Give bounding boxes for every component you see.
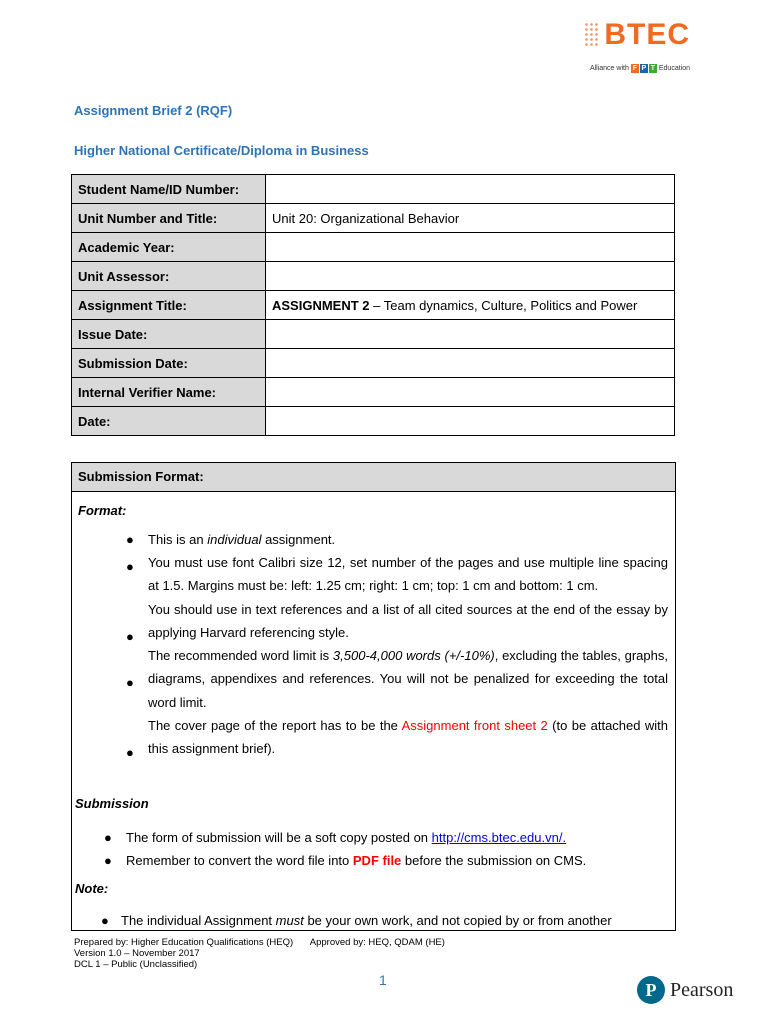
table-row [72, 233, 675, 262]
row-label: Unit Assessor: [72, 262, 266, 291]
document-footer [74, 937, 445, 970]
list-item: ● The individual Assignment must be your own work, and not copied by or from another [121, 909, 676, 931]
list-item: You must use font Calibri size 12, set number of the pages and use multiple line spacing at 1.5. Margins must be: left: 1.25 cm; right: 1 cm; top: 1 cm and bottom: 1 cm. [148, 555, 668, 594]
table-row [72, 349, 675, 378]
row-label: Unit Number and Title: [72, 204, 266, 233]
bullet-icon: ● [126, 745, 134, 760]
row-label: Internal Verifier Name: [72, 378, 266, 407]
logo-dots-icon [584, 22, 598, 48]
fpt-letter-p: P [641, 65, 647, 72]
issue-date-value[interactable] [266, 320, 675, 349]
pearson-mark-icon: P [637, 976, 665, 1004]
fpt-letter-f: F [632, 65, 637, 72]
pdf-file-ref: PDF file [352, 853, 402, 868]
row-label: Issue Date: [72, 320, 266, 349]
unit-assessor-value[interactable] [266, 262, 675, 291]
version-line: Version 1.0 – November 2017 [74, 948, 200, 959]
row-label: Academic Year: [72, 233, 266, 262]
submission-format-box [71, 462, 676, 931]
row-label: Submission Date: [72, 349, 266, 378]
assignment-title-rest: – Team dynamics, Culture, Politics and Power [369, 297, 638, 313]
fpt-logo [631, 64, 657, 73]
table-row [72, 204, 675, 233]
format-heading: Format: [78, 503, 127, 518]
approved-by: Approved by: HEQ, QDAM (HE) [309, 937, 445, 948]
note-heading: Note: [75, 881, 109, 896]
alliance-line [590, 64, 690, 73]
front-sheet-ref: Assignment front sheet 2 [401, 718, 548, 734]
table-row [72, 378, 675, 407]
pearson-logo [637, 976, 733, 1004]
bullet-icon: ● [104, 830, 112, 845]
internal-verifier-value[interactable] [266, 378, 675, 407]
submission-heading: Submission [75, 796, 149, 811]
bullet-icon: ● [104, 853, 112, 868]
btec-logo [580, 18, 690, 78]
row-label: Assignment Title: [72, 291, 266, 320]
submission-format-header: Submission Format: [72, 463, 675, 492]
bullet-icon: ● [126, 675, 134, 690]
submission-date-value[interactable] [266, 349, 675, 378]
table-row [72, 291, 675, 320]
alliance-suffix: Education [658, 65, 690, 72]
table-row [72, 262, 675, 291]
list-item: The cover page of the report has to be the Assignment front sheet 2 (to be attached with this assignment brief). [148, 718, 669, 757]
table-row [72, 320, 675, 349]
fpt-letter-t: T [650, 65, 655, 72]
bullet-icon: ● [126, 559, 134, 574]
list-item: ● Remember to convert the word file into PDF file before the submission on CMS. [126, 849, 672, 872]
btec-wordmark: BTEC [604, 18, 690, 51]
table-row [72, 175, 675, 204]
table-row [72, 407, 675, 436]
row-label: Date: [72, 407, 266, 436]
academic-year-value[interactable] [266, 233, 675, 262]
list-item: ● This is an individual assignment. [148, 528, 668, 551]
alliance-prefix: Alliance with [589, 65, 629, 72]
brief-title: Assignment Brief 2 (RQF) [74, 103, 233, 118]
list-item: You should use in text references and a list of all cited sources at the end of the essay by applying Harvard referencing style. [148, 601, 668, 640]
assignment-title-bold: ASSIGNMENT 2 [272, 297, 370, 313]
page-number: 1 [379, 972, 387, 988]
programme-title: Higher National Certificate/Diploma in Business [74, 143, 369, 158]
student-name-value[interactable] [266, 175, 675, 204]
prepared-by: Prepared by: Higher Education Qualifications (HEQ) [74, 937, 294, 948]
assignment-info-table [71, 174, 675, 436]
unit-title-value: Unit 20: Organizational Behavior [266, 204, 675, 233]
dcl-line: DCL 1 – Public (Unclassified) [74, 959, 198, 970]
bullet-icon: ● [126, 629, 134, 644]
assignment-title-value [266, 291, 675, 320]
row-label: Student Name/ID Number: [72, 175, 266, 204]
cms-link[interactable]: http://cms.btec.edu.vn/ [431, 830, 563, 845]
pearson-wordmark: Pearson [670, 978, 734, 1001]
list-item: The recommended word limit is 3,500-4,000 words (+/-10%), excluding the tables, graphs, diagrams, appendixes and references. You will not be penalized for exceeding the total word limit. [148, 648, 668, 710]
bullet-icon: ● [101, 913, 109, 928]
bullet-icon: ● [126, 532, 134, 547]
date-value[interactable] [266, 407, 675, 436]
list-item: ● The form of submission will be a soft copy posted on http://cms.btec.edu.vn/. [126, 826, 672, 849]
